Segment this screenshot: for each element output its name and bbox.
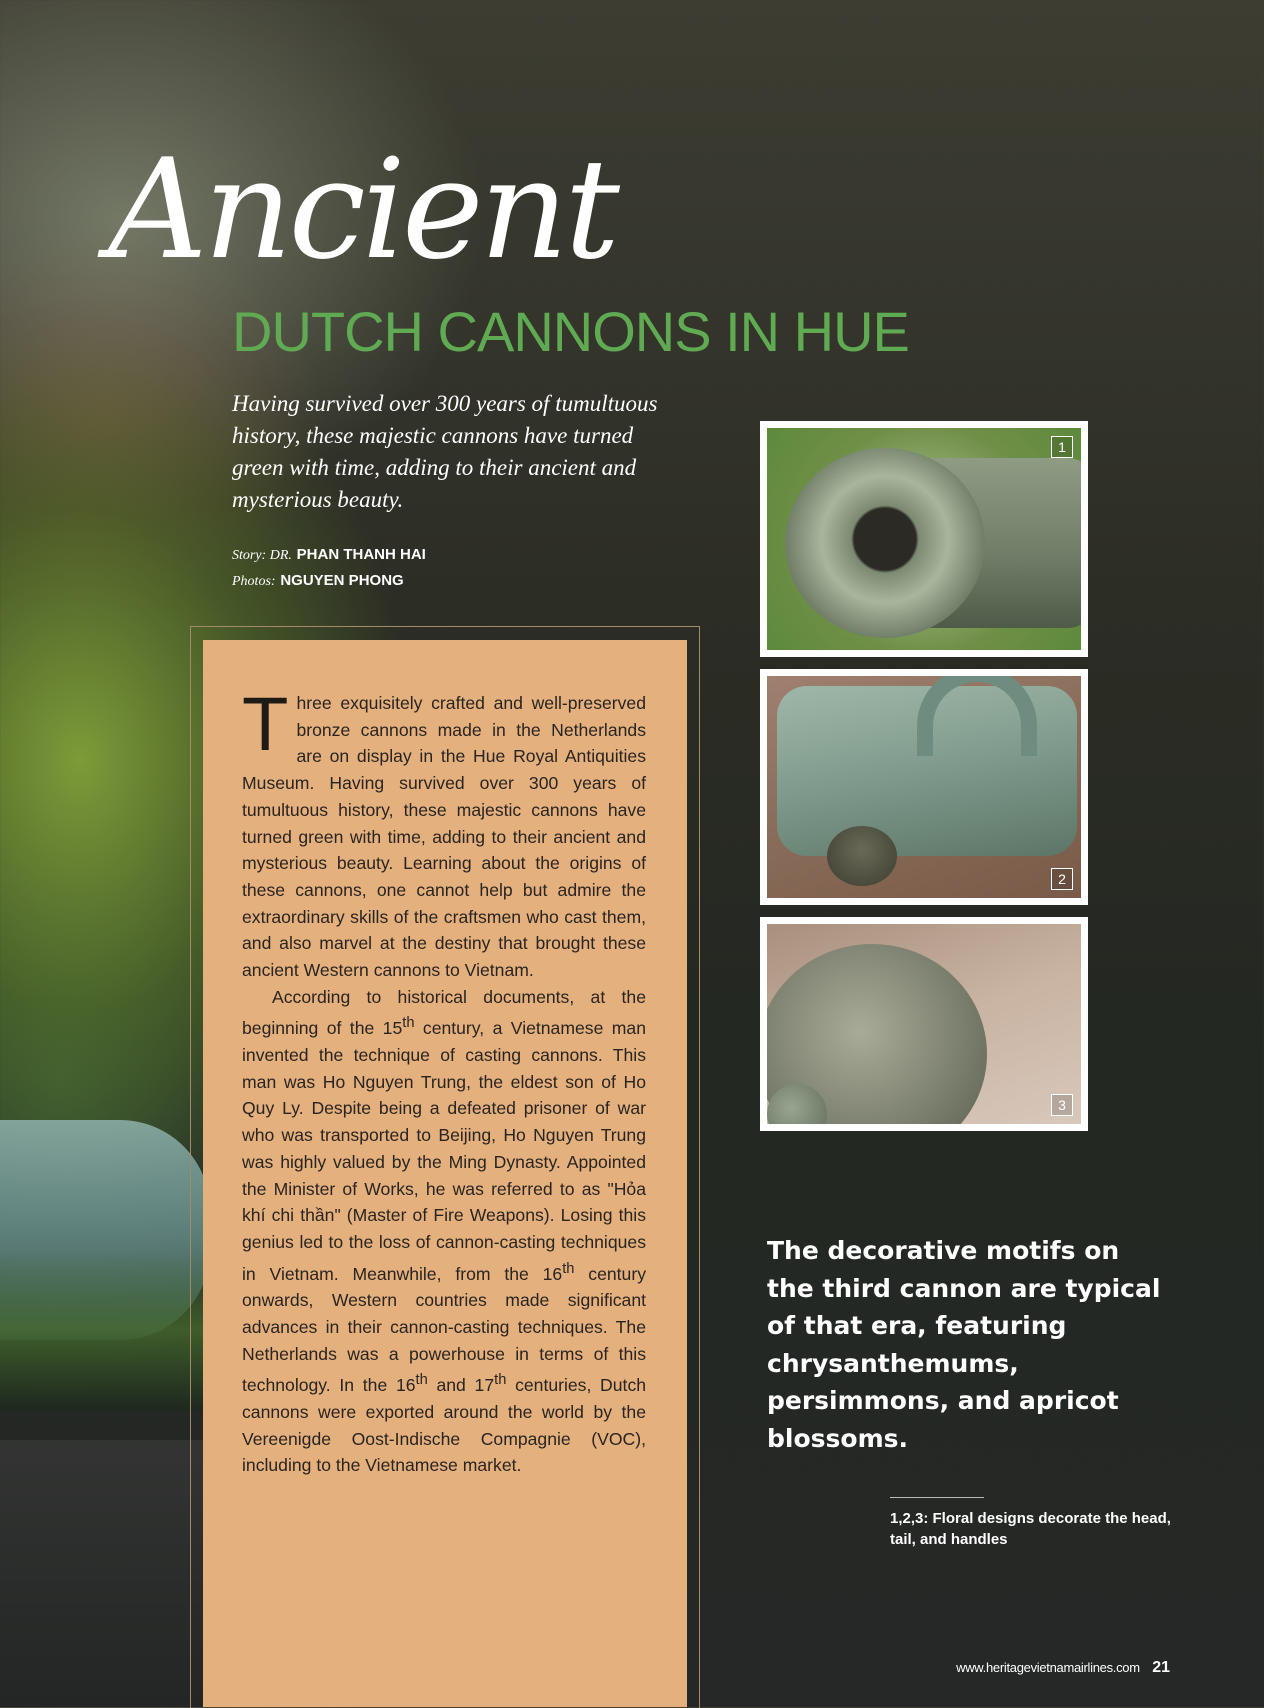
background-grass — [0, 1250, 220, 1410]
story-credit — [232, 542, 662, 568]
paragraph-1-text: hree exquisitely crafted and well-preserved bronze cannons made in the Netherlands are on display in the Hue Royal Antiquities Museum. Having survived over 300 years of tumultuous history, these majestic cannons have turned green with time, adding to their ancient and mysterious beauty. Learning about the origins of these cannons, one cannot help but admire the extraordinary skills of the craftsmen who cast them, and also marvel at the destiny that brought these ancient Western cannons to Vietnam. — [242, 693, 646, 981]
pull-quote: The decorative motifs on the third cannon are typical of that era, featuring chrysanthemums, persimmons, and apricot blossoms. — [767, 1236, 1161, 1453]
photo-3-image — [767, 924, 1081, 1124]
drop-cap: T — [242, 682, 289, 767]
story-credit-role: Story: DR. — [232, 548, 292, 563]
article-paragraph-2 — [242, 984, 646, 1479]
paragraph-2-text-e: centuries, Dutch cannons were exported around the world by the Vereenigde Oost-Indische Compagnie (VOC), including to the Vietnamese market. — [242, 1375, 647, 1476]
photo-2-image — [767, 676, 1081, 898]
photo-number-1: 1 — [1051, 436, 1073, 458]
ordinal-sup: th — [402, 1015, 415, 1032]
caption-divider — [890, 1497, 984, 1498]
page-number: 21 — [1152, 1659, 1170, 1676]
cannon-muzzle-shape — [785, 448, 985, 638]
paragraph-2-text-c: century onwards, Western countries made significant advances in their cannon-casting techniques. The Netherlands was a powerhouse in terms of this technology. In the 16 — [242, 1263, 646, 1396]
ordinal-sup: th — [562, 1260, 575, 1277]
ordinal-sup: th — [494, 1372, 507, 1389]
article-lede: Having survived over 300 years of tumultuous history, these majestic cannons have turned green with time, adding to their ancient and mysterious beauty. — [232, 391, 658, 512]
photo-number-2: 2 — [1051, 868, 1073, 890]
photo-credit — [232, 568, 662, 594]
article-paragraph-1 — [242, 682, 646, 984]
photo-3-cannon-breech — [760, 917, 1088, 1131]
paragraph-2-text-b: century, a Vietnamese man invented the technique of casting cannons. This man was Ho Nguyen Trung, the eldest son of Ho Quy Ly. Despite being a defeated prisoner of war who was transported to Beijing, Ho Nguyen Trung was highly valued by the Ming Dynasty. Appointed the Minister of Works, he was referred to as "Hỏa khí chi thần" (Master of Fire Weapons). Losing this genius led to the loss of cannon-casting techniques in Vietnam. Meanwhile, from the 16 — [242, 1018, 646, 1284]
footer-url[interactable]: www.heritagevietnamairlines.com — [956, 1660, 1140, 1675]
article-title: DUTCH CANNONS IN HUE — [232, 300, 909, 363]
article-body — [242, 682, 647, 1479]
credits — [232, 542, 662, 594]
cannon-handle-shape — [917, 676, 1037, 756]
paragraph-2-text-a: According to historical documents, at the beginning of the 15 — [242, 986, 646, 1039]
photo-caption: 1,2,3: Floral designs decorate the head, tail, and handles — [890, 1510, 1171, 1548]
page-footer — [956, 1659, 1170, 1677]
paragraph-2-text-d: and 17 — [427, 1375, 495, 1396]
title-script: Ancient — [108, 129, 616, 290]
photo-credit-name: NGUYEN PHONG — [280, 572, 404, 589]
photo-number-3: 3 — [1051, 1094, 1073, 1116]
story-credit-name: PHAN THANH HAI — [296, 546, 426, 563]
ordinal-sup: th — [415, 1372, 428, 1389]
photo-2-cannon-handle — [760, 669, 1088, 905]
cannon-trunnion-shape — [827, 826, 897, 886]
photo-1-cannon-muzzle — [760, 421, 1088, 657]
photo-1-image — [767, 428, 1081, 650]
photo-credit-role: Photos: — [232, 574, 276, 589]
